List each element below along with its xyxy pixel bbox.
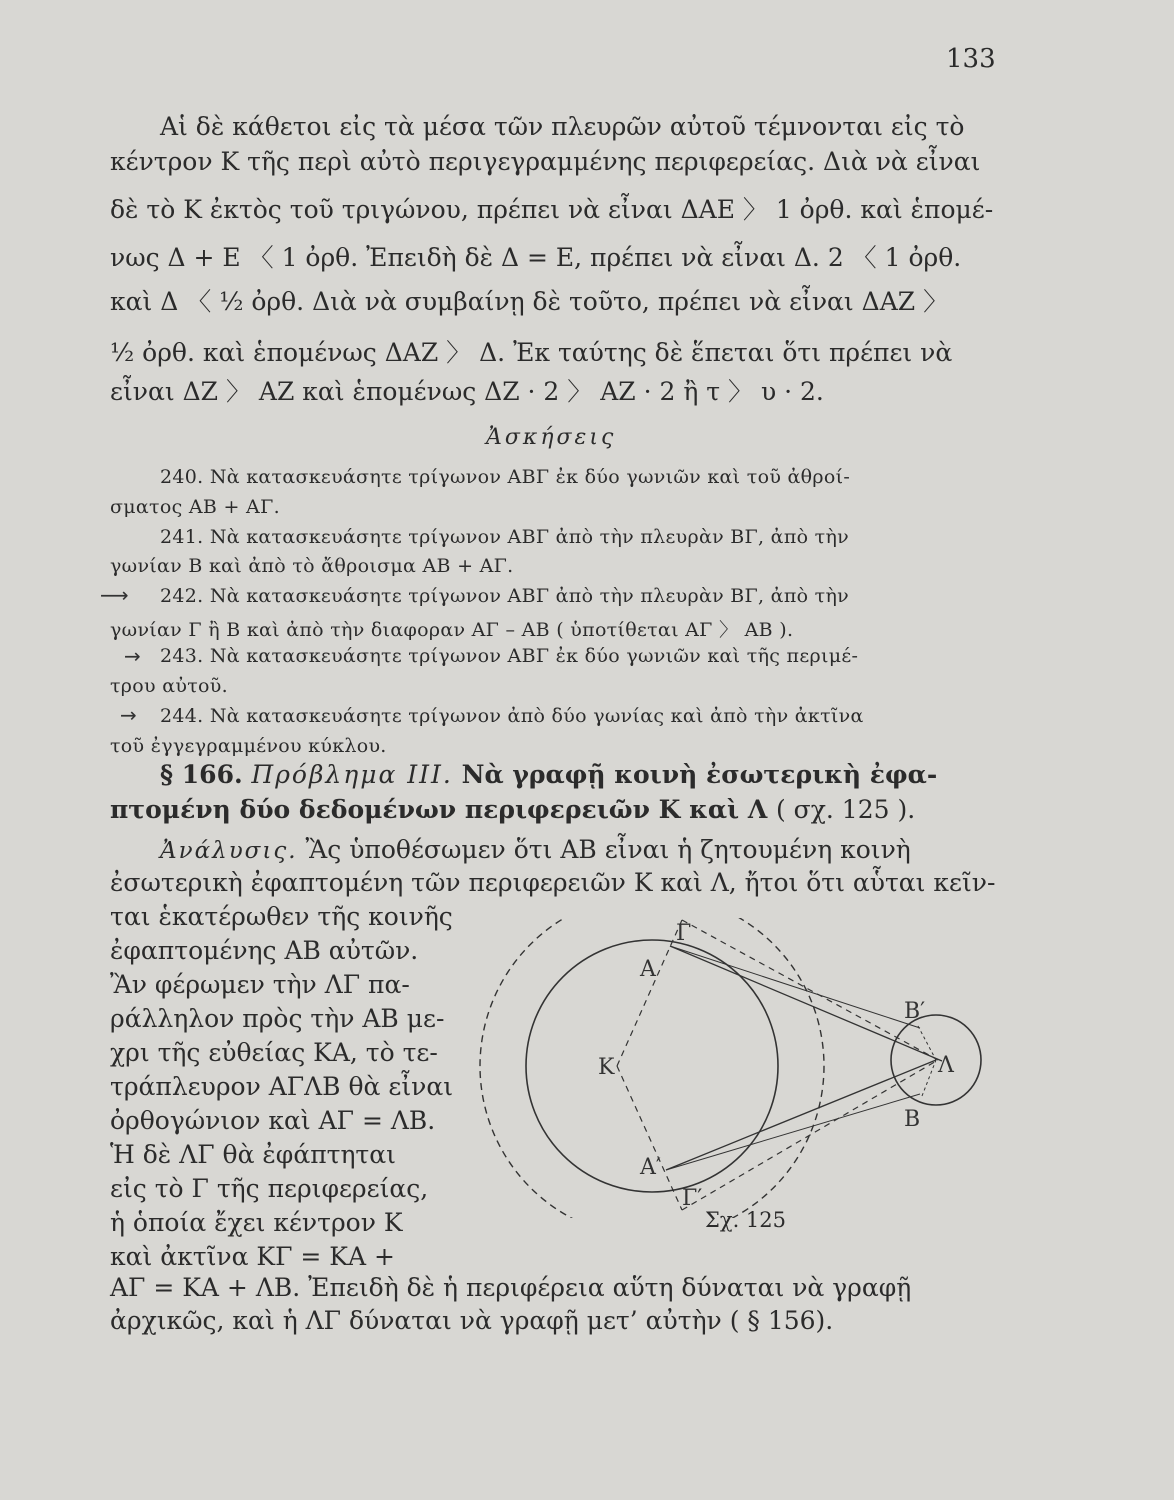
page-number: 133 xyxy=(946,44,996,74)
paragraph-line: εἶναι ΔΖ 〉 ΑΖ καὶ ἑπομένως ΔΖ · 2 〉 ΑΖ · 2 ἢ τ 〉 υ · 2. xyxy=(110,377,824,406)
analysis-narrow-line: ράλληλον πρὸς τὴν ΑΒ με- xyxy=(110,1004,445,1033)
paragraph-line: ½ ὀρθ. καὶ ἑπομένως ΔΑΖ 〉 Δ. Ἐκ ταύτης δὲ ἕπεται ὅτι πρέπει νὰ xyxy=(110,338,953,367)
label-K: Κ xyxy=(598,1055,615,1080)
margin-arrow-icon: → xyxy=(124,644,141,668)
exercise-line: 240. Νὰ κατασκευάσητε τρίγωνον ΑΒΓ ἐκ δύο γωνιῶν καὶ τοῦ ἀθροί- xyxy=(160,466,851,488)
line-G-L xyxy=(682,920,938,1060)
exercise-line: 243. Νὰ κατασκευάσητε τρίγωνον ΑΒΓ ἐκ δύο γωνιῶν καὶ τῆς περιμέ- xyxy=(160,645,859,667)
analysis-text: Ἂς ὑποθέσωμεν ὅτι ΑΒ εἶναι ἡ ζητουμένη κοινὴ xyxy=(305,835,911,864)
analysis-narrow-line: Ἂν φέρωμεν τὴν ΛΓ πα- xyxy=(110,970,410,999)
paragraph-line: Αἱ δὲ κάθετοι εἰς τὰ μέσα τῶν πλευρῶν αὐτοῦ τέμνονται εἰς τὸ xyxy=(160,112,965,141)
analysis-narrow-line: τράπλευρον ΑΓΛΒ θὰ εἶναι xyxy=(110,1072,454,1101)
analysis-narrow-line: Ἡ δὲ ΛΓ θὰ ἐφάπτηται xyxy=(110,1140,396,1169)
analysis-narrow-line: ὀρθογώνιον καὶ ΑΓ = ΛΒ. xyxy=(110,1106,436,1135)
analysis-narrow-line: ἐφαπτομένης ΑΒ αὐτῶν. xyxy=(110,936,419,965)
analysis-label: Ἀνάλυσις. xyxy=(160,838,298,864)
exercise-line: 244. Νὰ κατασκευάσητε τρίγωνον ἀπὸ δύο γωνίας καὶ ἀπὸ τὴν ἀκτῖνα xyxy=(160,705,864,727)
analysis-narrow-line: χρι τῆς εὐθείας ΚΑ, τὸ τε- xyxy=(110,1038,438,1067)
analysis-line: ται ἑκατέρωθεν τῆς κοινῆς xyxy=(110,902,453,931)
section-title-2: πτομένη δύο δεδομένων περιφερειῶν Κ καὶ Λ xyxy=(110,795,768,824)
analysis-end-line: ἀρχικῶς, καὶ ἡ ΛΓ δύναται νὰ γραφῇ μετ’ αὐτὴν ( § 156). xyxy=(110,1306,834,1335)
tangent-A-B xyxy=(670,946,942,1061)
label-L: Λ xyxy=(938,1053,954,1078)
paragraph-line: δὲ τὸ Κ ἐκτὸς τοῦ τριγώνου, πρέπει νὰ εἶναι ΔΑΕ 〉 1 ὀρθ. καὶ ἑπομέ- xyxy=(110,195,994,224)
margin-arrow-icon: ⟶ xyxy=(100,583,129,607)
exercise-line: γωνίαν Β καὶ ἀπὸ τὸ ἄθροισμα ΑΒ + ΑΓ. xyxy=(110,555,514,577)
label-Bp: Β′ xyxy=(904,999,926,1024)
analysis-line xyxy=(160,835,911,864)
figure-125 xyxy=(460,918,1020,1218)
exercise-line: 241. Νὰ κατασκευάσητε τρίγωνον ΑΒΓ ἀπὸ τὴν πλευρὰν ΒΓ, ἀπὸ τὴν xyxy=(160,526,850,548)
section-ref: ( σχ. 125 ). xyxy=(775,795,916,824)
analysis-narrow-line: ἡ ὁποία ἔχει κέντρον Κ xyxy=(110,1208,403,1237)
exercise-line: γωνίαν Γ ἢ Β καὶ ἀπὸ τὴν διαφοραν ΑΓ – ΑΒ ( ὑποτίθεται ΑΓ 〉 ΑΒ ). xyxy=(110,619,794,641)
tangent-Ap-B xyxy=(666,1060,936,1170)
exercise-line: τοῦ ἐγγεγραμμένου κύκλου. xyxy=(110,735,387,757)
tangent-Ap-B2 xyxy=(666,1094,920,1170)
exercise-line: 242. Νὰ κατασκευάσητε τρίγωνον ΑΒΓ ἀπὸ τὴν πλευρὰν ΒΓ, ἀπὸ τὴν xyxy=(160,585,850,607)
exercises-heading: Ἀσκήσεις xyxy=(486,425,617,450)
analysis-narrow-line: εἰς τὸ Γ τῆς περιφερείας, xyxy=(110,1174,429,1203)
label-Gp: Γ′ xyxy=(682,1186,703,1211)
label-G: Γ xyxy=(676,921,692,946)
paragraph-line: νως Δ + Ε 〈 1 ὀρθ. Ἐπειδὴ δὲ Δ = Ε, πρέπει νὰ εἶναι Δ. 2 〈 1 ὀρθ. xyxy=(110,243,962,272)
line-K-Gp xyxy=(617,1066,682,1210)
paragraph-line: κέντρον Κ τῆς περὶ αὐτὸ περιγεγραμμένης περιφερείας. Διὰ νὰ εἶναι xyxy=(110,147,981,176)
paragraph-line: καὶ Δ 〈 ½ ὀρθ. Διὰ νὰ συμβαίνῃ δὲ τοῦτο, πρέπει νὰ εἶναι ΔΑΖ 〉 xyxy=(110,287,949,316)
exercise-line: σματος ΑΒ + ΑΓ. xyxy=(110,496,280,518)
analysis-end-line: ΑΓ = ΚΑ + ΛΒ. Ἐπειδὴ δὲ ἡ περιφέρεια αὕτη δύναται νὰ γραφῇ xyxy=(110,1273,912,1302)
exercise-line: τρου αὐτοῦ. xyxy=(110,675,228,697)
section-label: Πρόβλημα ΙΙΙ. xyxy=(251,760,453,789)
tangent-A-Bp xyxy=(670,946,920,1028)
section-title: Νὰ γραφῇ κοινὴ ἐσωτερικὴ ἐφα- xyxy=(461,760,938,789)
analysis-narrow-line: καὶ ἀκτῖνα ΚΓ = ΚΑ + xyxy=(110,1242,395,1271)
line-Gp-L xyxy=(682,1060,938,1210)
figure-caption: Σχ. 125 xyxy=(705,1208,787,1232)
section-heading-line-2 xyxy=(110,795,915,824)
section-number: § 166. xyxy=(160,760,243,789)
label-Ap: Α′ xyxy=(640,1155,661,1180)
analysis-line: ἐσωτερικὴ ἐφαπτομένη τῶν περιφερειῶν Κ καὶ Λ, ἤτοι ὅτι αὗται κεῖν- xyxy=(110,868,996,897)
label-A: Α xyxy=(640,957,656,982)
section-heading xyxy=(160,760,937,789)
margin-arrow-icon: → xyxy=(120,703,137,727)
label-B: Β xyxy=(904,1107,921,1132)
